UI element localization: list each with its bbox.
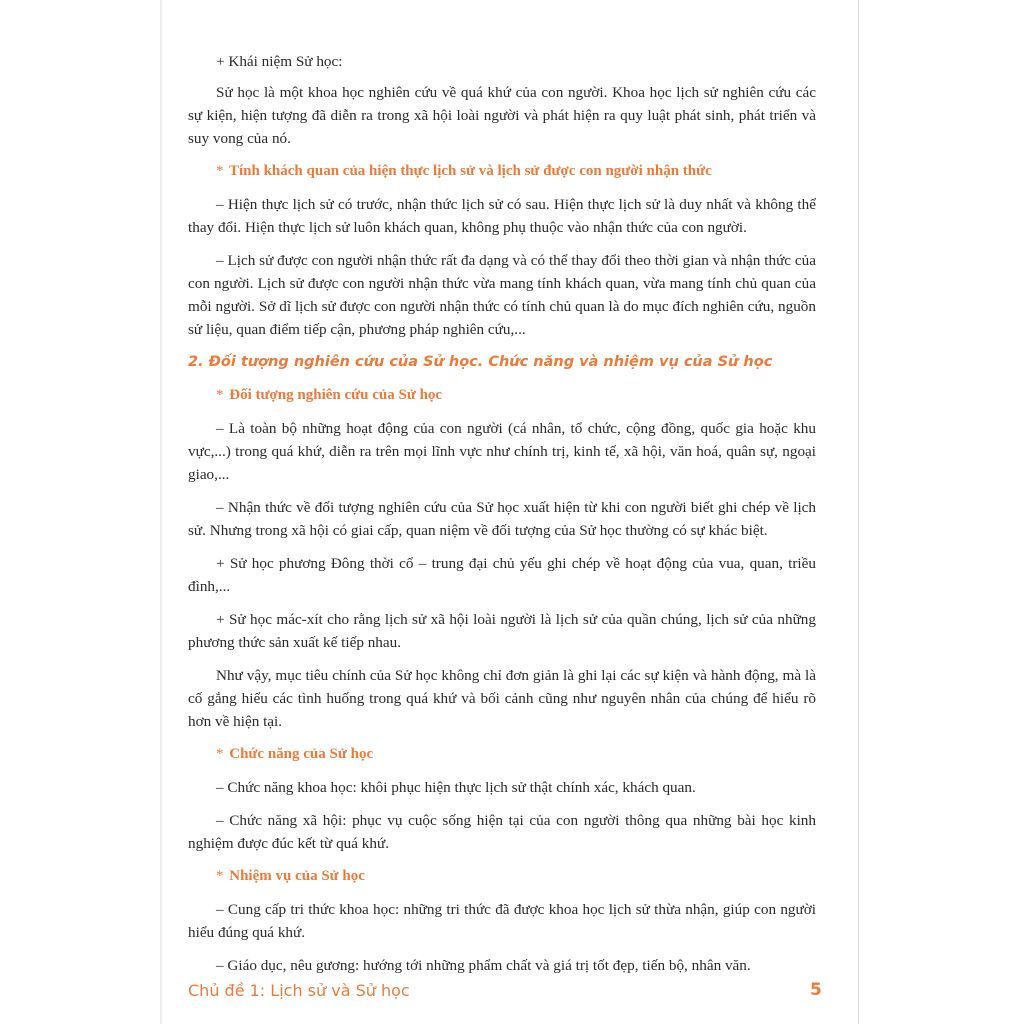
- object-paragraph-3: + Sử học phương Đông thời cổ – trung đại chủ yếu ghi chép về hoạt động của vua, quan, triều đình,...: [188, 555, 816, 595]
- object-paragraph-5: Như vậy, mục tiêu chính của Sử học không chỉ đơn giản là ghi lại các sự kiện và hành động, mà là cố gắng hiểu các tình huống trong quá khứ và bối cảnh cũng như nguyên nhân của chúng để hiểu rõ hơn về hiện tại.: [188, 667, 816, 730]
- tasks-paragraph-1: – Cung cấp tri thức khoa học: những tri thức đã được khoa học lịch sử thừa nhận, giúp con người hiểu đúng quá khứ.: [188, 901, 816, 941]
- object-paragraph-1: – Là toàn bộ những hoạt động của con người (cá nhân, tổ chức, cộng đồng, quốc gia hoặc khu vực,...) trong quá khứ, diễn ra trên mọi lĩnh vực như chính trị, kinh tế, xã hội, văn hoá, quân sự, ngoại giao,...: [188, 420, 816, 483]
- objectivity-paragraph-1: – Hiện thực lịch sử có trước, nhận thức lịch sử có sau. Hiện thực lịch sử là duy nhất và không thể thay đổi. Hiện thực lịch sử luôn khách quan, không phụ thuộc vào nhận thức của con người.: [188, 196, 816, 236]
- object-heading: [216, 384, 816, 407]
- functions-paragraph-1: – Chức năng khoa học: khôi phục hiện thực lịch sử thật chính xác, khách quan.: [216, 779, 696, 796]
- objectivity-heading-text: Tính khách quan của hiện thực lịch sử và lịch sử được con người nhận thức: [228, 163, 712, 179]
- bullet-star-icon: *: [216, 868, 224, 884]
- footer-topic-title: Chủ đề 1: Lịch sử và Sử học: [188, 981, 410, 1000]
- object-paragraph-2: – Nhận thức về đối tượng nghiên cứu của Sử học xuất hiện từ khi con người biết ghi chép về lịch sử. Nhưng trong xã hội có giai cấp, quan niệm về đối tượng của Sử học thường có sự khác biệt.: [188, 499, 816, 539]
- bullet-star-icon: *: [216, 163, 224, 179]
- page-right-edge: [858, 0, 859, 1024]
- object-heading-text: Đối tượng nghiên cứu của Sử học: [229, 387, 443, 403]
- tasks-paragraph-2: – Giáo dục, nêu gương: hướng tới những phẩm chất và giá trị tốt đẹp, tiến bộ, nhân văn.: [216, 957, 751, 974]
- bullet-star-icon: *: [216, 387, 224, 403]
- objectivity-heading: [216, 160, 816, 183]
- tasks-heading: [216, 865, 816, 888]
- page-gutter-shadow: [160, 0, 163, 1024]
- concept-label: + Khái niệm Sử học:: [216, 53, 343, 70]
- object-paragraph-4: + Sử học mác-xít cho rằng lịch sử xã hội loài người là lịch sử của quần chúng, lịch sử của những phương thức sản xuất kế tiếp nhau.: [188, 611, 816, 651]
- tasks-heading-text: Nhiệm vụ của Sử học: [229, 868, 365, 884]
- functions-paragraph-2: – Chức năng xã hội: phục vụ cuộc sống hiện tại của con người thông qua những bài học kinh nghiệm được đúc kết từ quá khứ.: [188, 812, 816, 852]
- functions-heading-text: Chức năng của Sử học: [229, 746, 374, 762]
- bullet-star-icon: *: [216, 746, 224, 762]
- page-content: [188, 50, 816, 987]
- functions-heading: [216, 743, 816, 766]
- page-number: 5: [810, 980, 822, 1000]
- section-2-heading: 2. Đối tượng nghiên cứu của Sử học. Chức năng và nhiệm vụ của Sử học: [188, 354, 773, 370]
- objectivity-paragraph-2: – Lịch sử được con người nhận thức rất đa dạng và có thể thay đổi theo thời gian và nhận thức của con người. Lịch sử được con người nhận thức vừa mang tính khách quan, vừa mang tính chủ quan của mỗi người. Sở dĩ lịch sử được con người nhận thức có tính chủ quan là do mục đích nghiên cứu, nguồn sử liệu, quan điểm tiếp cận, phương pháp nghiên cứu,...: [188, 252, 816, 338]
- concept-paragraph: Sử học là một khoa học nghiên cứu về quá khứ của con người. Khoa học lịch sử nghiên cứu các sự kiện, hiện tượng đã diễn ra trong xã hội loài người và phát hiện ra quy luật phát sinh, phát triển và suy vong của nó.: [188, 84, 816, 147]
